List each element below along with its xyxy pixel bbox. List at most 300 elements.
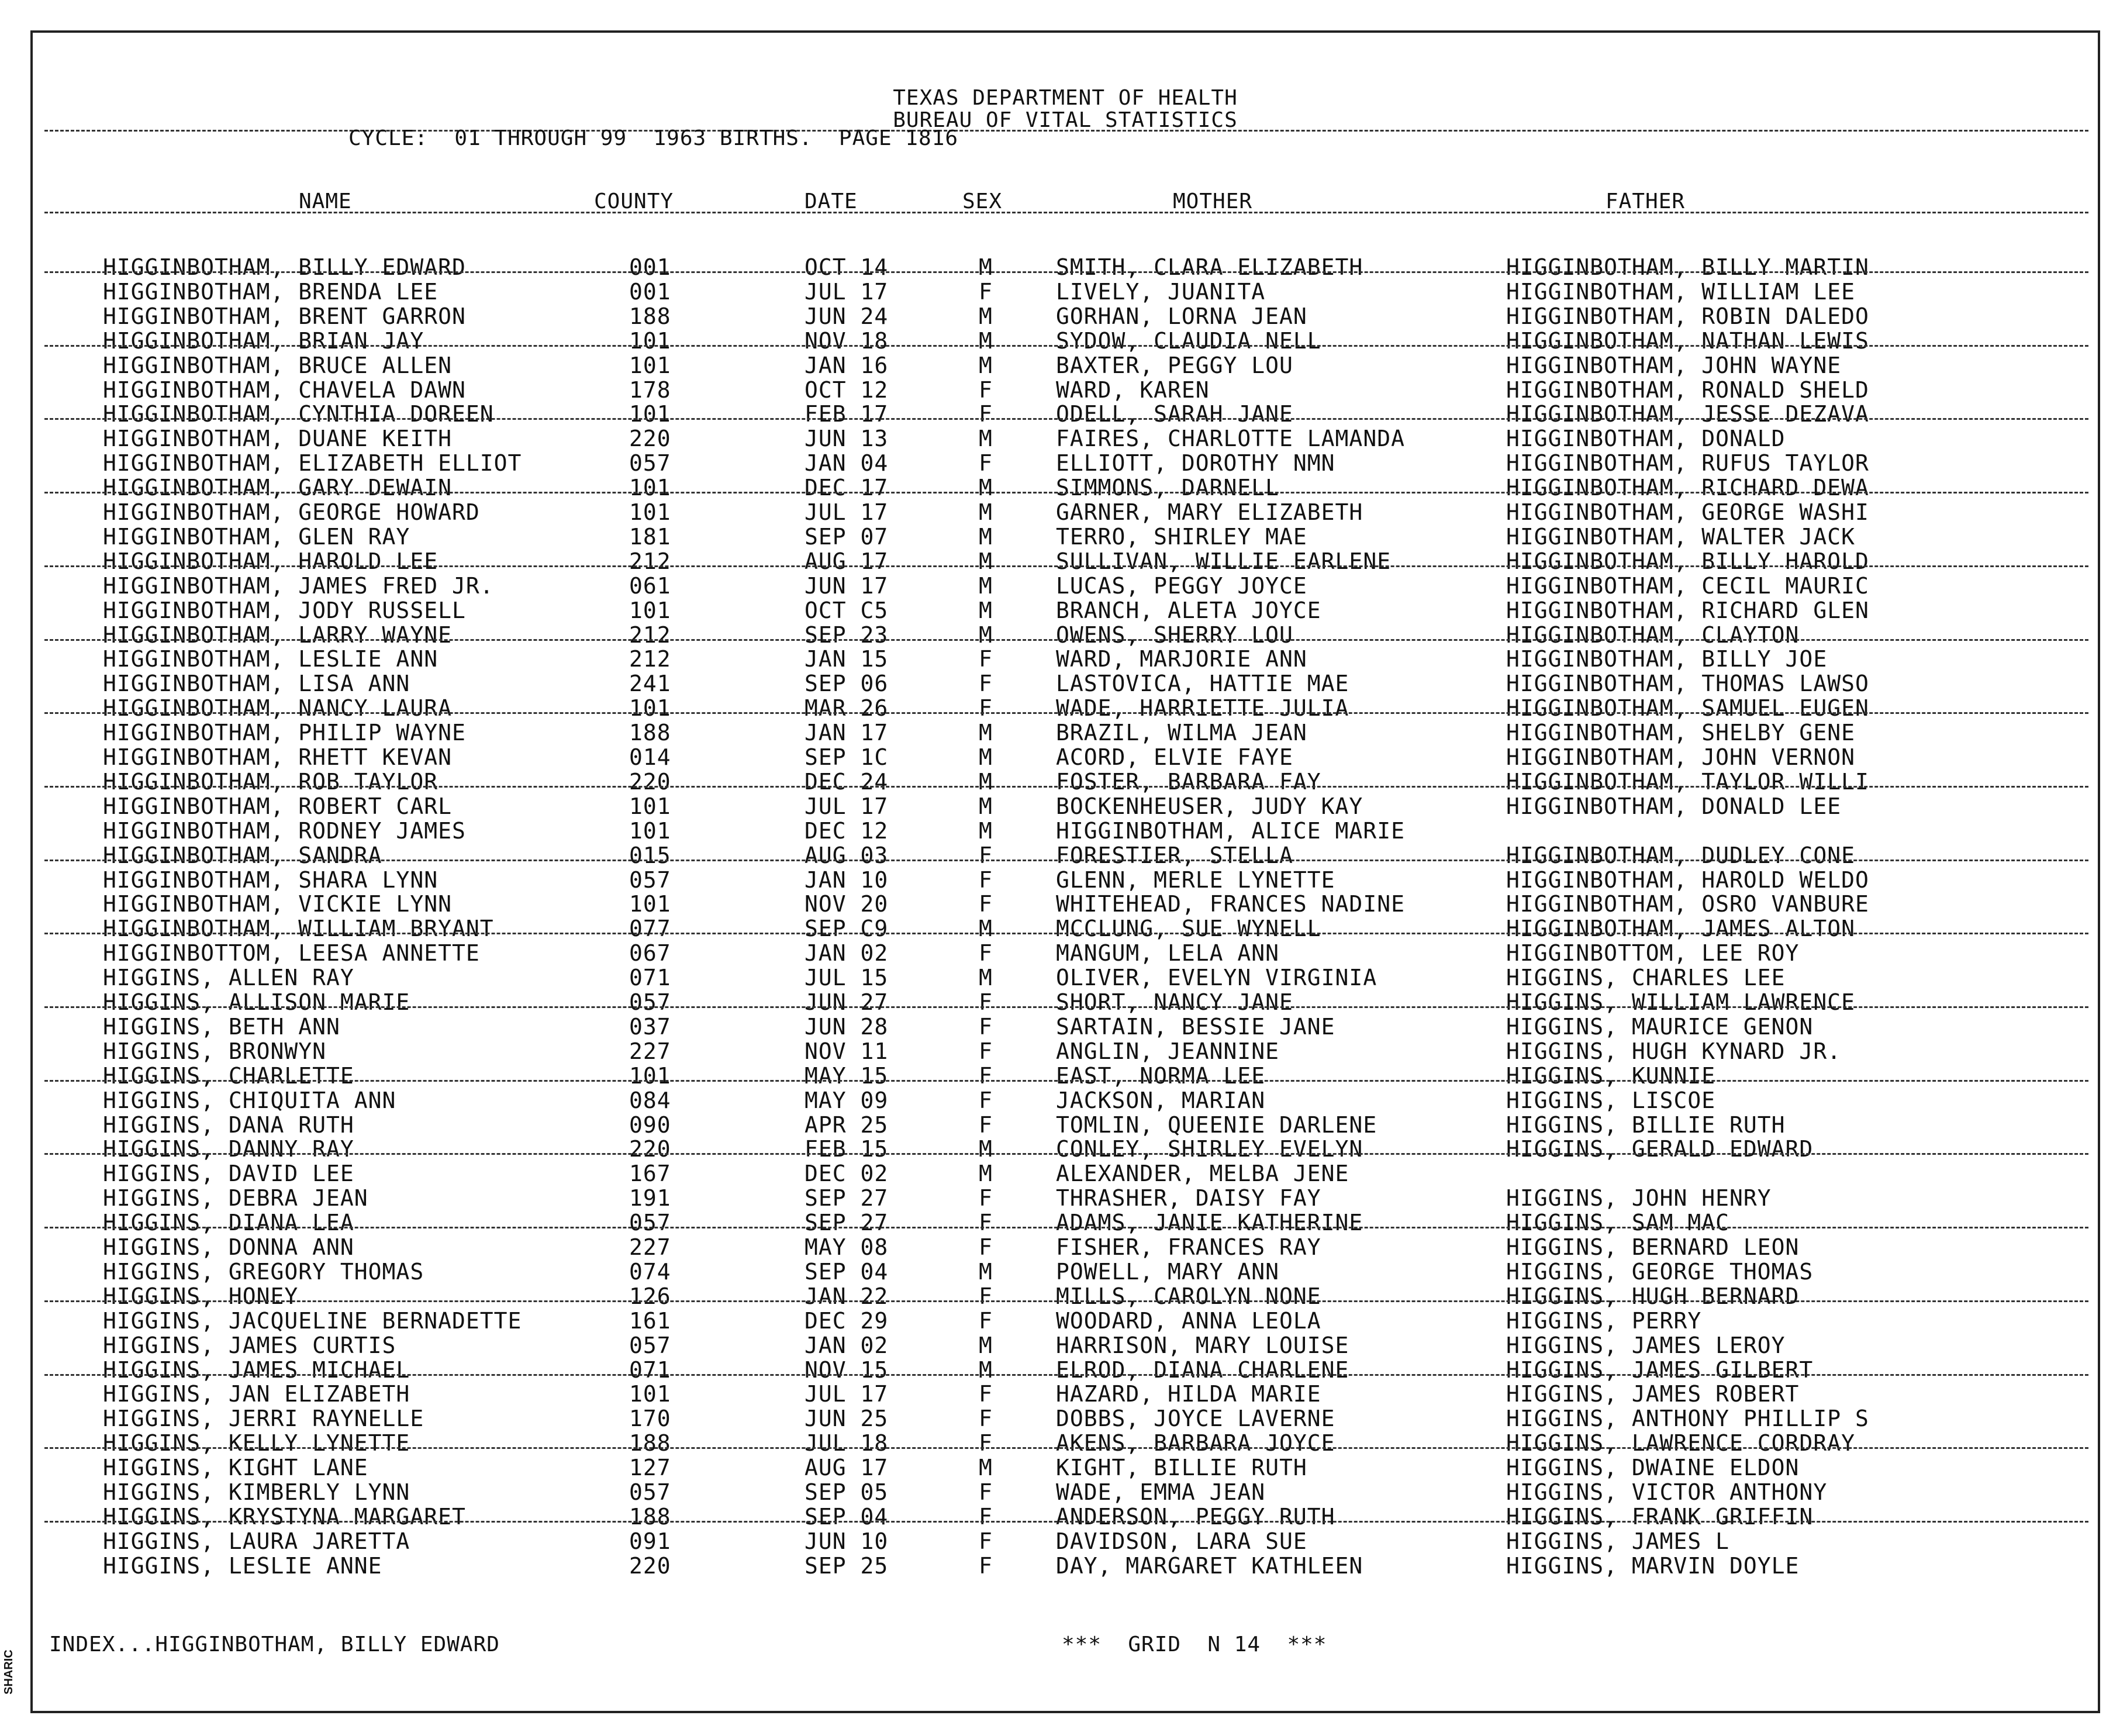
table-row [33, 892, 2098, 916]
cell-date: DEC 29 [805, 1308, 889, 1334]
table-row [33, 843, 2098, 868]
cell-name: HIGGINS, DAVID LEE [103, 1161, 354, 1186]
cell-date: JUL 17 [805, 279, 889, 305]
cell-name: HIGGINS, JAMES CURTIS [103, 1333, 396, 1358]
cell-date: NOV 20 [805, 891, 889, 917]
table-row [33, 524, 2098, 549]
cell-county: 101 [629, 401, 671, 427]
cell-mother: EAST, NORMA LEE [1056, 1063, 1266, 1089]
cell-father: HIGGINBOTTOM, LEE ROY [1506, 940, 1800, 966]
cell-date: NOV 11 [805, 1038, 889, 1064]
table-row [33, 647, 2098, 671]
cell-mother: WHITEHEAD, FRANCES NADINE [1056, 891, 1405, 917]
cell-county: 101 [629, 353, 671, 378]
cell-county: 067 [629, 940, 671, 966]
cell-name: HIGGINS, CHARLETTE [103, 1063, 354, 1089]
cell-county: 091 [629, 1528, 671, 1554]
cell-father: HIGGINBOTHAM, BILLY HAROLD [1506, 548, 1869, 574]
cell-date: MAR 26 [805, 695, 889, 721]
table-row [33, 1064, 2098, 1088]
cell-name: HIGGINBOTHAM, BILLY EDWARD [103, 254, 466, 280]
cell-date: JUL 17 [805, 499, 889, 525]
cell-mother: ACORD, ELVIE FAYE [1056, 744, 1293, 770]
cell-county: 127 [629, 1455, 671, 1480]
separator-line [44, 565, 2088, 567]
cell-county: 212 [629, 646, 671, 672]
separator-line [44, 418, 2088, 420]
cell-sex: M [979, 573, 993, 599]
table-row [33, 794, 2098, 819]
cell-county: 037 [629, 1014, 671, 1040]
cell-date: JUN 28 [805, 1014, 889, 1040]
cell-mother: ODELL, SARAH JANE [1056, 401, 1293, 427]
cell-sex: F [979, 1210, 993, 1235]
cell-name: HIGGINBOTHAM, BRIAN JAY [103, 328, 424, 354]
cell-father: HIGGINBOTHAM, JAMES ALTON [1506, 916, 1855, 941]
cell-sex: M [979, 916, 993, 941]
cell-date: DEC 17 [805, 475, 889, 501]
cell-date: DEC 24 [805, 769, 889, 795]
cell-sex: F [979, 1234, 993, 1260]
cell-mother: TERRO, SHIRLEY MAE [1056, 524, 1307, 550]
separator-line [44, 639, 2088, 641]
cell-date: JAN 22 [805, 1283, 889, 1309]
cell-name: HIGGINBOTHAM, SHARA LYNN [103, 867, 439, 893]
table-row [33, 402, 2098, 426]
cell-father: HIGGINBOTHAM, BILLY MARTIN [1506, 254, 1869, 280]
cell-name: HIGGINBOTHAM, RODNEY JAMES [103, 818, 466, 844]
cell-sex: F [979, 401, 993, 427]
cell-name: HIGGINS, GREGORY THOMAS [103, 1259, 424, 1285]
cell-father: HIGGINS, JAMES LEROY [1506, 1333, 1786, 1358]
cell-mother: BOCKENHEUSER, JUDY KAY [1056, 793, 1363, 819]
separator-line [44, 1447, 2088, 1449]
cell-father: HIGGINBOTHAM, JESSE DEZAVA [1506, 401, 1869, 427]
cell-mother: FISHER, FRANCES RAY [1056, 1234, 1321, 1260]
cell-father: HIGGINBOTHAM, JOHN WAYNE [1506, 353, 1842, 378]
cell-father: HIGGINS, VICTOR ANTHONY [1506, 1479, 1828, 1505]
cell-sex: F [979, 1406, 993, 1431]
cell-name: HIGGINBOTHAM, CHAVELA DAWN [103, 377, 466, 403]
cell-mother: MANGUM, LELA ANN [1056, 940, 1280, 966]
cell-date: SEP 07 [805, 524, 889, 550]
table-row [33, 1210, 2098, 1235]
cell-name: HIGGINS, CHIQUITA ANN [103, 1088, 396, 1113]
cell-date: FEB 15 [805, 1136, 889, 1162]
cell-county: 057 [629, 989, 671, 1015]
margin-stamp: SHARIC [2, 1649, 15, 1695]
separator-line [44, 1080, 2088, 1082]
cell-date: AUG 03 [805, 843, 889, 868]
cell-date: JUL 18 [805, 1430, 889, 1456]
separator-line [44, 1521, 2088, 1523]
cell-name: HIGGINBOTHAM, HAROLD LEE [103, 548, 439, 574]
separator-line [44, 1227, 2088, 1228]
cell-sex: M [979, 303, 993, 329]
cell-county: 191 [629, 1185, 671, 1211]
cell-county: 071 [629, 965, 671, 990]
cell-name: HIGGINBOTHAM, LARRY WAYNE [103, 622, 452, 648]
cell-date: JUL 15 [805, 965, 889, 990]
table-row [33, 1431, 2098, 1455]
column-header-father: FATHER [1606, 189, 1686, 213]
cell-sex: M [979, 793, 993, 819]
cell-sex: F [979, 867, 993, 893]
cell-name: HIGGINBOTHAM, GLEN RAY [103, 524, 410, 550]
cell-county: 181 [629, 524, 671, 550]
cell-county: 101 [629, 1381, 671, 1407]
cycle-line: CYCLE: 01 THROUGH 99 1963 BIRTHS. PAGE 1816 [348, 126, 958, 150]
cell-father: HIGGINBOTHAM, DONALD LEE [1506, 793, 1842, 819]
table-row [33, 1554, 2098, 1578]
cell-date: DEC 02 [805, 1161, 889, 1186]
cell-date: MAY 15 [805, 1063, 889, 1089]
table-row [33, 1504, 2098, 1529]
cell-father: HIGGINBOTHAM, WALTER JACK [1506, 524, 1855, 550]
cell-county: 188 [629, 1430, 671, 1456]
cell-mother: SULLIVAN, WILLIE EARLENE [1056, 548, 1392, 574]
cell-sex: F [979, 1479, 993, 1505]
table-row [33, 1014, 2098, 1039]
cell-mother: MILLS, CAROLYN NONE [1056, 1283, 1321, 1309]
cell-date: SEP 04 [805, 1504, 889, 1530]
cell-name: HIGGINBOTHAM, JAMES FRED JR. [103, 573, 494, 599]
cell-county: 101 [629, 475, 671, 501]
cell-father: HIGGINS, HUGH BERNARD [1506, 1283, 1800, 1309]
table-row [33, 1039, 2098, 1064]
cell-sex: F [979, 450, 993, 476]
cell-county: 057 [629, 1210, 671, 1235]
cell-mother: GORHAN, LORNA JEAN [1056, 303, 1307, 329]
cell-name: HIGGINS, ALLEN RAY [103, 965, 354, 990]
cell-county: 071 [629, 1357, 671, 1383]
table-row [33, 745, 2098, 769]
separator-line [44, 212, 2088, 213]
cell-mother: WADE, EMMA JEAN [1056, 1479, 1266, 1505]
cell-sex: M [979, 254, 993, 280]
cell-sex: F [979, 377, 993, 403]
cell-mother: KIGHT, BILLIE RUTH [1056, 1455, 1307, 1480]
separator-line [44, 1300, 2088, 1302]
cell-sex: M [979, 1357, 993, 1383]
cell-mother: LASTOVICA, HATTIE MAE [1056, 671, 1349, 696]
cell-father: HIGGINS, JAMES ROBERT [1506, 1381, 1800, 1407]
cell-father: HIGGINS, GEORGE THOMAS [1506, 1259, 1814, 1285]
cell-county: 074 [629, 1259, 671, 1285]
cell-date: FEB 17 [805, 401, 889, 427]
cell-sex: F [979, 1063, 993, 1089]
cell-sex: F [979, 891, 993, 917]
separator-line [44, 860, 2088, 861]
cell-name: HIGGINS, LESLIE ANNE [103, 1553, 382, 1579]
cell-county: 101 [629, 598, 671, 623]
cell-sex: M [979, 622, 993, 648]
cell-name: HIGGINS, KELLY LYNETTE [103, 1430, 410, 1456]
table-row [33, 671, 2098, 696]
table-row [33, 1358, 2098, 1382]
cell-father: HIGGINBOTHAM, HAROLD WELDO [1506, 867, 1869, 893]
cell-county: 101 [629, 1063, 671, 1089]
cell-county: 220 [629, 1136, 671, 1162]
cell-county: 101 [629, 793, 671, 819]
cell-date: JUN 24 [805, 303, 889, 329]
separator-line [44, 786, 2088, 788]
cell-mother: JACKSON, MARIAN [1056, 1088, 1266, 1113]
cell-date: JUL 17 [805, 1381, 889, 1407]
cell-father: HIGGINBOTHAM, ROBIN DALEDO [1506, 303, 1869, 329]
cell-mother: SMITH, CLARA ELIZABETH [1056, 254, 1363, 280]
cell-name: HIGGINBOTHAM, RHETT KEVAN [103, 744, 452, 770]
separator-line [44, 1374, 2088, 1376]
cell-date: SEP 04 [805, 1259, 889, 1285]
cell-date: JAN 17 [805, 720, 889, 746]
cell-mother: SARTAIN, BESSIE JANE [1056, 1014, 1335, 1040]
cell-county: 057 [629, 450, 671, 476]
cell-county: 084 [629, 1088, 671, 1113]
cell-county: 161 [629, 1308, 671, 1334]
cell-sex: M [979, 769, 993, 795]
cell-sex: M [979, 499, 993, 525]
cell-sex: F [979, 646, 993, 672]
cell-sex: M [979, 1333, 993, 1358]
cell-name: HIGGINS, KIMBERLY LYNN [103, 1479, 410, 1505]
table-row [33, 1382, 2098, 1406]
cell-name: HIGGINBOTHAM, BRUCE ALLEN [103, 353, 452, 378]
cell-father: HIGGINS, CHARLES LEE [1506, 965, 1786, 990]
cell-mother: FAIRES, CHARLOTTE LAMANDA [1056, 426, 1405, 451]
cell-father: HIGGINBOTHAM, CECIL MAURIC [1506, 573, 1869, 599]
cell-mother: AKENS, BARBARA JOYCE [1056, 1430, 1335, 1456]
cell-sex: M [979, 426, 993, 451]
table-row [33, 916, 2098, 941]
cell-father: HIGGINS, HUGH KYNARD JR. [1506, 1038, 1842, 1064]
cell-sex: F [979, 279, 993, 305]
table-row [33, 1455, 2098, 1480]
cell-sex: F [979, 1014, 993, 1040]
cell-date: NOV 15 [805, 1357, 889, 1383]
cell-county: 077 [629, 916, 671, 941]
cell-name: HIGGINBOTHAM, CYNTHIA DOREEN [103, 401, 494, 427]
cell-date: JAN 16 [805, 353, 889, 378]
cell-date: JUN 25 [805, 1406, 889, 1431]
cell-mother: OWENS, SHERRY LOU [1056, 622, 1293, 648]
cell-mother: POWELL, MARY ANN [1056, 1259, 1280, 1285]
cell-father: HIGGINBOTHAM, RUFUS TAYLOR [1506, 450, 1869, 476]
cell-father: HIGGINBOTHAM, THOMAS LAWSO [1506, 671, 1869, 696]
cell-date: MAY 09 [805, 1088, 889, 1113]
cell-sex: F [979, 1504, 993, 1530]
cell-mother: WARD, KAREN [1056, 377, 1210, 403]
cell-county: 057 [629, 867, 671, 893]
cell-sex: F [979, 671, 993, 696]
cell-mother: ADAMS, JANIE KATHERINE [1056, 1210, 1363, 1235]
cell-name: HIGGINS, KRYSTYNA MARGARET [103, 1504, 466, 1530]
cell-name: HIGGINS, ALLISON MARIE [103, 989, 410, 1015]
cell-county: 001 [629, 254, 671, 280]
cell-father: HIGGINS, BILLIE RUTH [1506, 1112, 1786, 1138]
cell-name: HIGGINBOTHAM, VICKIE LYNN [103, 891, 452, 917]
table-row [33, 1406, 2098, 1431]
cell-sex: F [979, 940, 993, 966]
cell-mother: BAXTER, PEGGY LOU [1056, 353, 1293, 378]
table-row [33, 1259, 2098, 1284]
cell-mother: ANGLIN, JEANNINE [1056, 1038, 1280, 1064]
table-row [33, 868, 2098, 892]
cell-name: HIGGINBOTHAM, ROBERT CARL [103, 793, 452, 819]
cell-name: HIGGINBOTTOM, LEESA ANNETTE [103, 940, 480, 966]
cell-father: HIGGINBOTHAM, SHELBY GENE [1506, 720, 1855, 746]
index-line: INDEX...HIGGINBOTHAM, BILLY EDWARD [49, 1633, 500, 1656]
cell-date: SEP 23 [805, 622, 889, 648]
table-row [33, 255, 2098, 279]
column-header-name: NAME [299, 189, 352, 213]
cell-father: HIGGINBOTHAM, RICHARD GLEN [1506, 598, 1869, 623]
cell-father: HIGGINBOTHAM, GEORGE WASHI [1506, 499, 1869, 525]
cell-county: 170 [629, 1406, 671, 1431]
cell-sex: M [979, 720, 993, 746]
table-row [33, 426, 2098, 451]
cell-mother: DAVIDSON, LARA SUE [1056, 1528, 1307, 1554]
cell-date: OCT 14 [805, 254, 889, 280]
cell-mother: SHORT, NANCY JANE [1056, 989, 1293, 1015]
cell-date: NOV 18 [805, 328, 889, 354]
table-row [33, 1529, 2098, 1554]
cell-mother: THRASHER, DAISY FAY [1056, 1185, 1321, 1211]
cell-father: HIGGINS, SAM MAC [1506, 1210, 1730, 1235]
cell-mother: ALEXANDER, MELBA JENE [1056, 1161, 1349, 1186]
cell-sex: M [979, 548, 993, 574]
cell-sex: F [979, 1038, 993, 1064]
cell-sex: F [979, 1381, 993, 1407]
cell-date: JAN 02 [805, 1333, 889, 1358]
cell-mother: FORESTIER, STELLA [1056, 843, 1293, 868]
cell-date: SEP 05 [805, 1479, 889, 1505]
cell-name: HIGGINS, JERRI RAYNELLE [103, 1406, 424, 1431]
cell-father: HIGGINS, LAWRENCE CORDRAY [1506, 1430, 1855, 1456]
separator-line [44, 933, 2088, 934]
table-row [33, 990, 2098, 1014]
cell-father: HIGGINBOTHAM, SAMUEL EUGEN [1506, 695, 1869, 721]
agency-title: TEXAS DEPARTMENT OF HEALTH [893, 86, 1238, 110]
separator-line [44, 1153, 2088, 1155]
table-row [33, 623, 2098, 647]
cell-name: HIGGINS, LAURA JARETTA [103, 1528, 410, 1554]
cell-county: 057 [629, 1479, 671, 1505]
cell-county: 057 [629, 1333, 671, 1358]
separator-line [44, 271, 2088, 273]
cell-mother: HIGGINBOTHAM, ALICE MARIE [1056, 818, 1405, 844]
cell-mother: OLIVER, EVELYN VIRGINIA [1056, 965, 1377, 990]
cell-name: HIGGINBOTHAM, ROB TAYLOR [103, 769, 439, 795]
cell-father: HIGGINS, JAMES L [1506, 1528, 1730, 1554]
cell-mother: TOMLIN, QUEENIE DARLENE [1056, 1112, 1377, 1138]
cell-name: HIGGINBOTHAM, NANCY LAURA [103, 695, 452, 721]
cell-county: 101 [629, 695, 671, 721]
cell-date: JUN 13 [805, 426, 889, 451]
column-header-date: DATE [805, 189, 858, 213]
table-row [33, 1137, 2098, 1161]
cell-sex: M [979, 965, 993, 990]
cell-father: HIGGINBOTHAM, RONALD SHELD [1506, 377, 1869, 403]
column-header-county: COUNTY [594, 189, 674, 213]
cell-mother: WARD, MARJORIE ANN [1056, 646, 1307, 672]
cell-father: HIGGINS, PERRY [1506, 1308, 1702, 1334]
cell-county: 241 [629, 671, 671, 696]
cell-name: HIGGINS, BETH ANN [103, 1014, 340, 1040]
cell-date: OCT C5 [805, 598, 889, 623]
cell-father: HIGGINBOTHAM, WILLIAM LEE [1506, 279, 1855, 305]
table-row [33, 574, 2098, 598]
cell-date: JUL 17 [805, 793, 889, 819]
table-row [33, 378, 2098, 402]
cell-date: JAN 15 [805, 646, 889, 672]
cell-name: HIGGINBOTHAM, PHILIP WAYNE [103, 720, 466, 746]
table-row [33, 941, 2098, 965]
cell-name: HIGGINBOTHAM, GARY DEWAIN [103, 475, 452, 501]
cell-sex: M [979, 818, 993, 844]
cell-name: HIGGINS, DIANA LEA [103, 1210, 354, 1235]
cell-name: HIGGINS, DONNA ANN [103, 1234, 354, 1260]
cell-father: HIGGINS, ANTHONY PHILLIP S [1506, 1406, 1869, 1431]
cell-sex: F [979, 1283, 993, 1309]
cell-county: 101 [629, 891, 671, 917]
table-row [33, 1284, 2098, 1309]
cell-sex: F [979, 1088, 993, 1113]
cell-father: HIGGINS, JAMES GILBERT [1506, 1357, 1814, 1383]
cell-father: HIGGINS, KUNNIE [1506, 1063, 1716, 1089]
cell-mother: LIVELY, JUANITA [1056, 279, 1266, 305]
cell-name: HIGGINS, JAMES MICHAEL [103, 1357, 410, 1383]
cell-father: HIGGINS, MARVIN DOYLE [1506, 1553, 1800, 1579]
grid-reference: *** GRID N 14 *** [1062, 1633, 1327, 1656]
cell-sex: M [979, 475, 993, 501]
cell-sex: F [979, 1553, 993, 1579]
cell-mother: WADE, HARRIETTE JULIA [1056, 695, 1349, 721]
cell-date: SEP 06 [805, 671, 889, 696]
cell-date: JAN 10 [805, 867, 889, 893]
table-row [33, 329, 2098, 353]
cell-father: HIGGINBOTHAM, TAYLOR WILLI [1506, 769, 1869, 795]
cell-mother: LUCAS, PEGGY JOYCE [1056, 573, 1307, 599]
cell-name: HIGGINS, KIGHT LANE [103, 1455, 368, 1480]
cell-mother: HAZARD, HILDA MARIE [1056, 1381, 1321, 1407]
cell-date: SEP 27 [805, 1185, 889, 1211]
cell-date: MAY 08 [805, 1234, 889, 1260]
cell-date: JUN 27 [805, 989, 889, 1015]
cell-father: HIGGINS, WILLIAM LAWRENCE [1506, 989, 1855, 1015]
cell-father: HIGGINS, MAURICE GENON [1506, 1014, 1814, 1040]
separator-line [44, 492, 2088, 493]
table-row [33, 696, 2098, 720]
cell-name: HIGGINBOTHAM, JODY RUSSELL [103, 598, 466, 623]
cell-mother: DOBBS, JOYCE LAVERNE [1056, 1406, 1335, 1431]
cell-name: HIGGINBOTHAM, WILLIAM BRYANT [103, 916, 494, 941]
cell-name: HIGGINBOTHAM, BRENDA LEE [103, 279, 439, 305]
table-row [33, 1480, 2098, 1504]
cell-mother: BRANCH, ALETA JOYCE [1056, 598, 1321, 623]
cell-county: 015 [629, 843, 671, 868]
cell-sex: M [979, 1455, 993, 1480]
bureau-title: BUREAU OF VITAL STATISTICS [893, 108, 1238, 132]
cell-county: 227 [629, 1038, 671, 1064]
cell-sex: F [979, 695, 993, 721]
cell-date: SEP 25 [805, 1553, 889, 1579]
cell-sex: F [979, 1112, 993, 1138]
cell-father: HIGGINS, JOHN HENRY [1506, 1185, 1772, 1211]
cell-name: HIGGINS, HONEY [103, 1283, 299, 1309]
cell-name: HIGGINBOTHAM, DUANE KEITH [103, 426, 452, 451]
table-row [33, 1186, 2098, 1210]
